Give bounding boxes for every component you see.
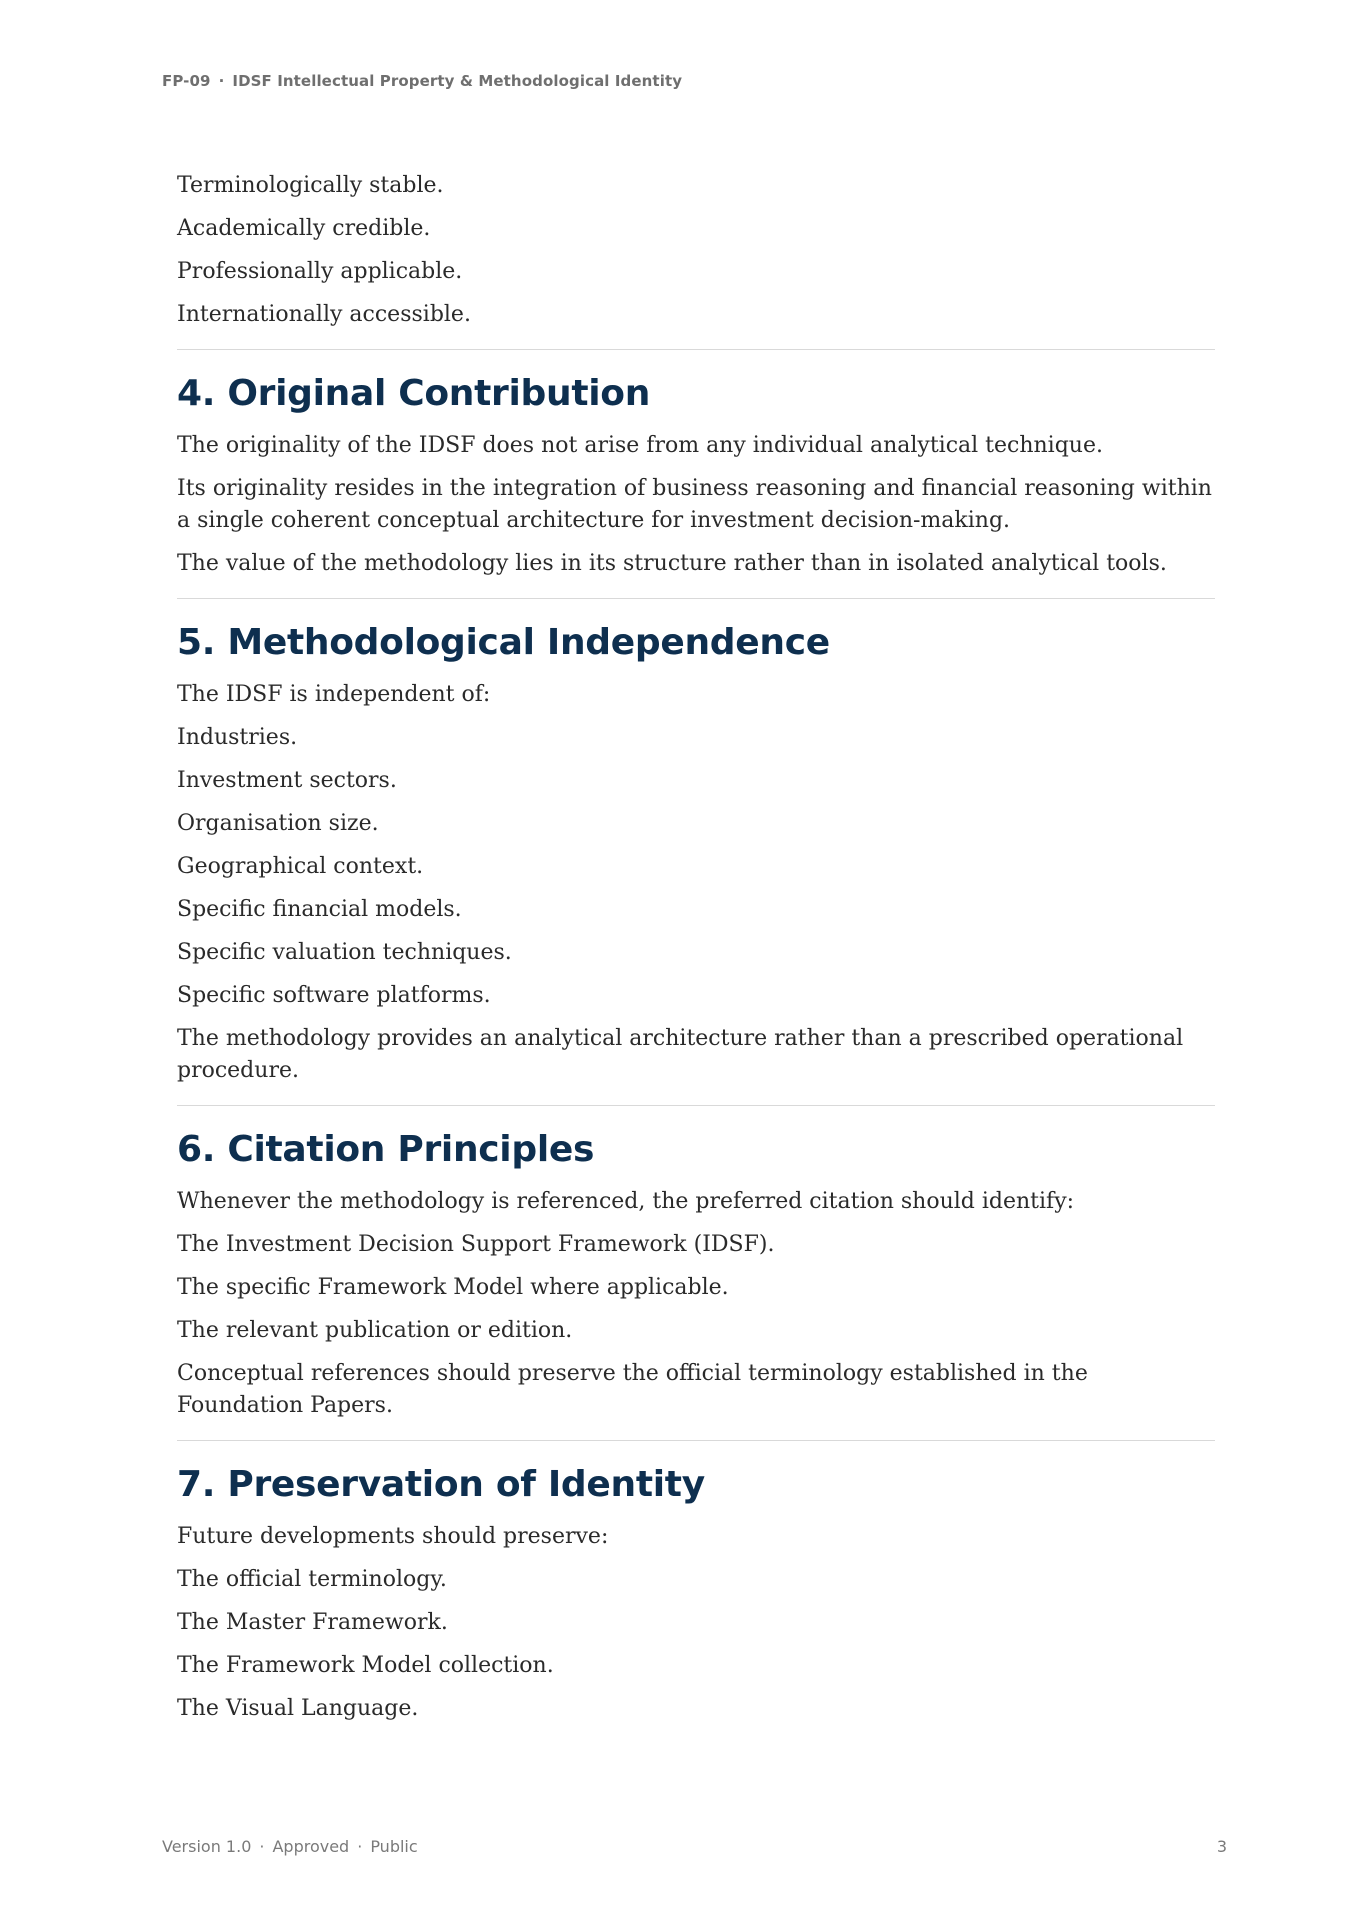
list-item: Geographical context. xyxy=(177,854,424,879)
section-divider xyxy=(177,349,1215,350)
paragraph: Its originality resides in the integration of business reasoning and financial reasoning within a single coherent conceptual architecture for investment decision-making. xyxy=(177,476,1212,533)
section-divider xyxy=(177,1105,1215,1106)
section-heading-methodological-independence: 5. Methodological Independence xyxy=(177,622,830,663)
list-item: Specific financial models. xyxy=(177,897,462,922)
section-heading-citation-principles: 6. Citation Principles xyxy=(177,1129,595,1170)
intro-line: Academically credible. xyxy=(177,216,431,241)
list-item: Investment sectors. xyxy=(177,768,397,793)
paragraph: Whenever the methodology is referenced, the preferred citation should identify: xyxy=(177,1189,1075,1214)
list-item: The Framework Model collection. xyxy=(177,1653,554,1678)
footer-separator: · xyxy=(259,1837,265,1856)
paragraph: The methodology provides an analytical architecture rather than a prescribed operational procedure. xyxy=(177,1026,1184,1083)
doc-code: FP-09 xyxy=(162,72,211,90)
paragraph: The value of the methodology lies in its structure rather than in isolated analytical tools. xyxy=(177,551,1167,576)
section-divider xyxy=(177,1440,1215,1441)
running-footer xyxy=(162,1837,418,1856)
list-item: The specific Framework Model where applicable. xyxy=(177,1275,729,1300)
paragraph: Conceptual references should preserve the official terminology established in the Foundation Papers. xyxy=(177,1361,1088,1418)
list-item: The Investment Decision Support Framework (IDSF). xyxy=(177,1232,775,1257)
list-item: The Visual Language. xyxy=(177,1696,419,1721)
footer-separator: · xyxy=(357,1837,363,1856)
intro-line: Terminologically stable. xyxy=(177,173,444,198)
footer-version: Version 1.0 xyxy=(162,1837,252,1856)
section-divider xyxy=(177,598,1215,599)
section-heading-original-contribution: 4. Original Contribution xyxy=(177,373,651,414)
list-item: Organisation size. xyxy=(177,811,379,836)
intro-line: Internationally accessible. xyxy=(177,302,471,327)
section-heading-preservation-of-identity: 7. Preservation of Identity xyxy=(177,1464,705,1505)
running-header xyxy=(162,72,682,90)
paragraph: The IDSF is independent of: xyxy=(177,682,491,707)
header-separator: · xyxy=(218,72,225,90)
footer-status: Approved xyxy=(272,1837,350,1856)
list-item: Specific software platforms. xyxy=(177,983,491,1008)
page-number: 3 xyxy=(1216,1837,1227,1856)
list-item: The official terminology. xyxy=(177,1567,447,1592)
list-item: Industries. xyxy=(177,725,298,750)
paragraph: Future developments should preserve: xyxy=(177,1524,609,1549)
paragraph: The originality of the IDSF does not arise from any individual analytical technique. xyxy=(177,433,1103,458)
document-body xyxy=(177,170,1215,1736)
list-item: The Master Framework. xyxy=(177,1610,448,1635)
intro-line: Professionally applicable. xyxy=(177,259,463,284)
list-item: Specific valuation techniques. xyxy=(177,940,512,965)
doc-title: IDSF Intellectual Property & Methodological Identity xyxy=(232,72,683,90)
footer-visibility: Public xyxy=(370,1837,418,1856)
list-item: The relevant publication or edition. xyxy=(177,1318,573,1343)
